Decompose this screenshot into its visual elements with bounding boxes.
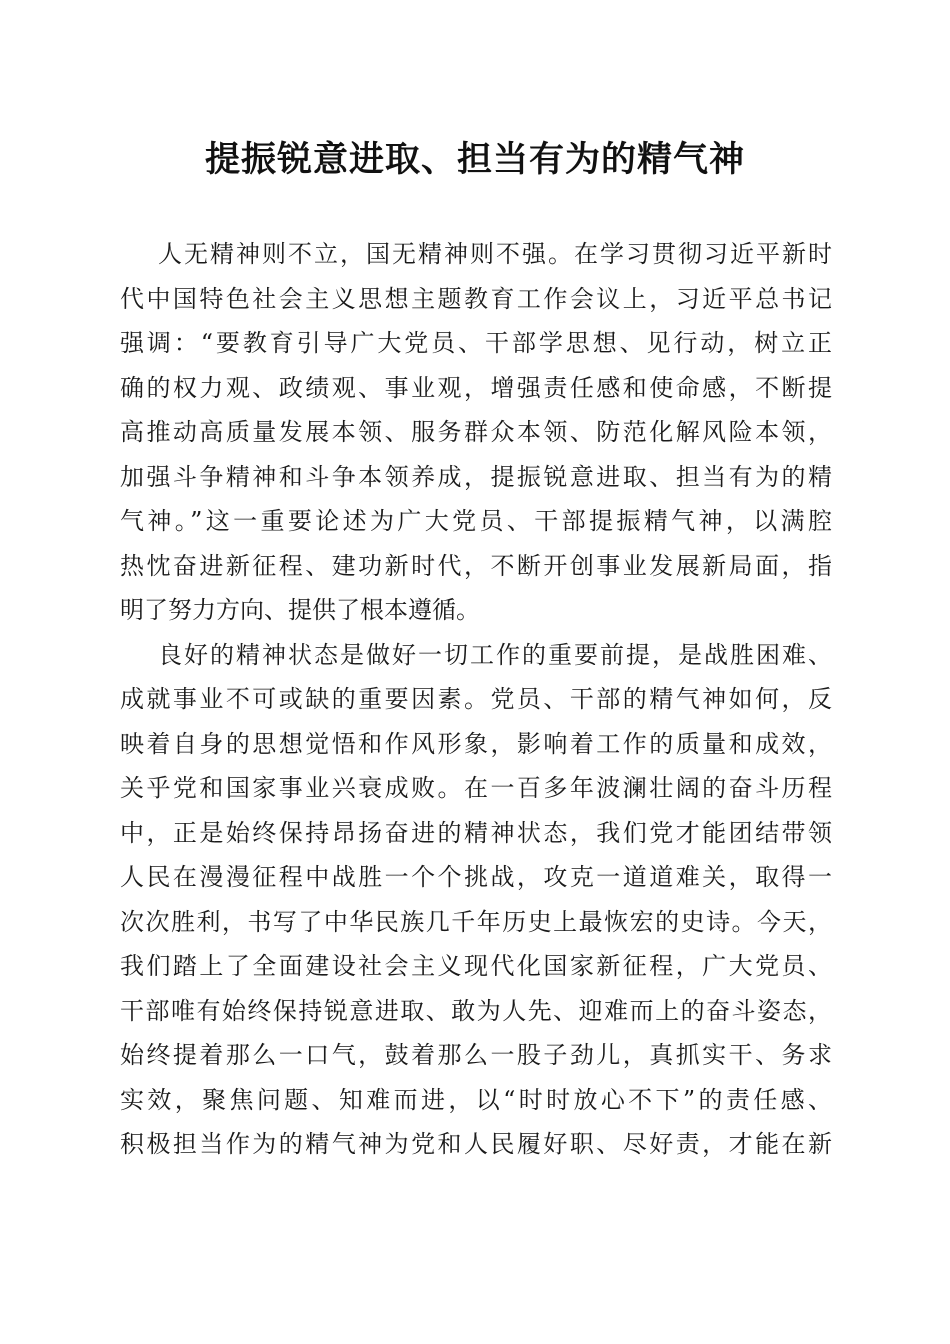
document-body [120, 232, 832, 1167]
text-line: 加强斗争精神和斗争本领养成，提振锐意进取、担当有为的精 [120, 462, 832, 491]
text-line: 人无精神则不立，国无精神则不强。在学习贯彻习近平新时 [158, 240, 832, 268]
text-line: 人民在漫漫征程中战胜一个个挑战，攻克一道道难关，取得一 [120, 863, 832, 891]
paragraph-1 [120, 232, 832, 633]
text-line: 干部唯有始终保持锐意进取、敢为人先、迎难而上的奋斗姿态， [120, 996, 832, 1025]
text-line: 始终提着那么一口气，鼓着那么一股子劲儿，真抓实干、务求 [120, 1041, 832, 1069]
text-line: 明了努力方向、提供了根本遵循。 [120, 596, 480, 624]
text-line: 关乎党和国家事业兴衰成败。在一百多年波澜壮阔的奋斗历程 [120, 774, 832, 802]
text-line: 良好的精神状态是做好一切工作的重要前提，是战胜困难、 [158, 640, 832, 669]
text-line: 确的权力观、政绩观、事业观，增强责任感和使命感，不断提 [120, 373, 832, 402]
text-line: 成就事业不可或缺的重要因素。党员、干部的精气神如何，反 [120, 685, 832, 713]
text-line: 强调：“要教育引导广大党员、干部学思想、见行动，树立正 [120, 329, 832, 357]
text-line: 气神。”这一重要论述为广大党员、干部提振精气神，以满腔 [120, 507, 832, 535]
text-line: 代中国特色社会主义思想主题教育工作会议上，习近平总书记 [120, 284, 832, 313]
text-line: 积极担当作为的精气神为党和人民履好职、尽好责，才能在新 [120, 1130, 832, 1158]
text-line: 高推动高质量发展本领、服务群众本领、防范化解风险本领， [120, 418, 832, 446]
document-title: 提振锐意进取、担当有为的精气神 [204, 139, 745, 180]
text-line: 实效，聚焦问题、知难而进，以“时时放心不下”的责任感、 [120, 1085, 832, 1114]
paragraph-2 [120, 633, 832, 1167]
text-line: 中，正是始终保持昂扬奋进的精神状态，我们党才能团结带领 [120, 818, 832, 847]
text-line: 我们踏上了全面建设社会主义现代化国家新征程，广大党员、 [120, 952, 832, 980]
text-line: 热忱奋进新征程、建功新时代，不断开创事业发展新局面，指 [120, 551, 832, 580]
text-line: 次次胜利，书写了中华民族几千年历史上最恢宏的史诗。今天， [120, 907, 832, 936]
text-line: 映着自身的思想觉悟和作风形象，影响着工作的质量和成效， [120, 729, 832, 758]
